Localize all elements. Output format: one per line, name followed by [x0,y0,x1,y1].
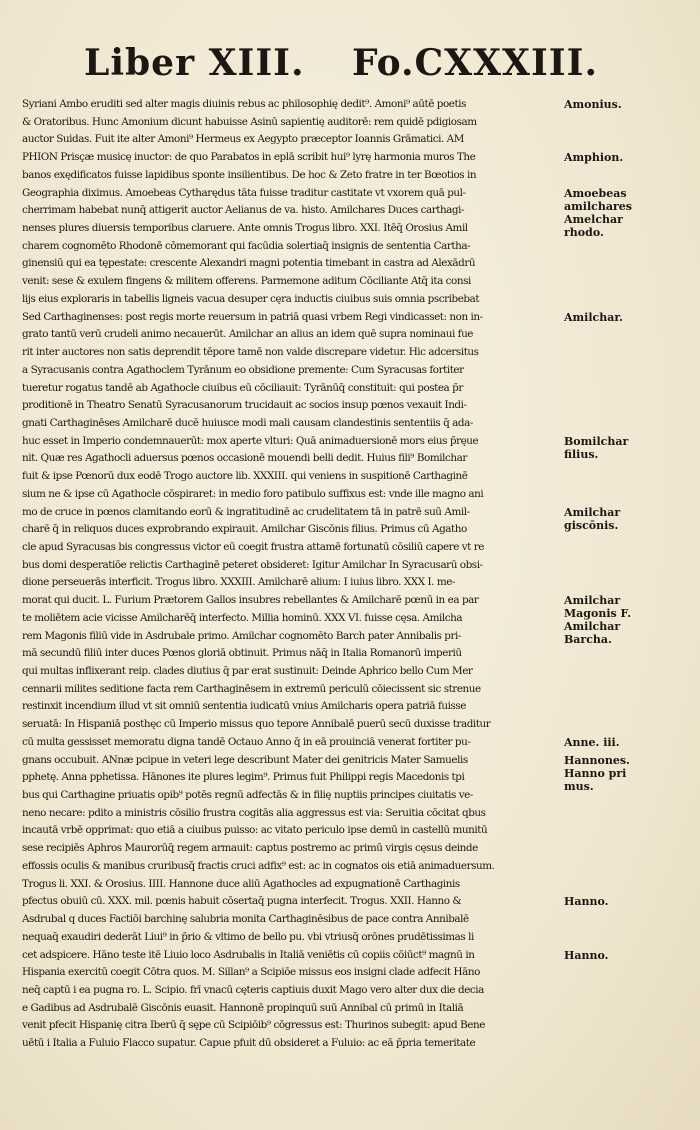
text-line: nit. Quæ res Agathocli aduersus pœnos occasionē mouendi belli dedit. Huius fili⁹ Bomilchar [22,452,467,465]
margin-note-line: Amonius. [564,98,622,111]
text-line: charē q̄ in reliquos duces exprobrando expirauit. Amilchar Giscōnis filius. Primus cū Agatho [22,523,467,536]
margin-note-line: Amoebeas [564,186,627,200]
margin-note [564,435,628,461]
text-line: Syriani Ambo eruditi sed alter magis diuinis rebus ac philosophię dedit⁹. Amoni⁹ aūtē poetis [22,98,466,110]
text-line: gnati Carthaginēses Amilcharē ducē huiusce modi mali causam clandestinis sententiis q̄ ada- [22,416,473,429]
margin-note-line: mus. [564,779,594,793]
margin-note-line: Amelchar [564,212,623,226]
text-line: neq̄ captū i ea pugna ro. L. Scipio. frī vnacū cęteris captiuis duxit Mago vero alter dux die decia [22,983,484,996]
margin-note [564,736,620,749]
margin-note-line: amilchares [564,199,632,213]
text-line: neno necare: pdito a ministris cōsilio frustra cogitās alia aggressus est via: Seruitia cōcitat qbus [22,806,486,819]
text-line: pfectus obuiū cū. XXX. mil. pœnis habuit cōsertaq̄ pugna interfecit. Trogus. XXII. Hanno & [22,895,462,908]
text-line: auctor Suidas. Fuit ite alter Amoni⁹ Hermeus ex Aegypto præceptor Ioannis Grāmatici. AM [22,133,464,146]
margin-note-line: filius. [564,447,599,461]
text-line: nenses plures diuersis temporibus claruere. Ante omnis Trogus libro. XXI. Itēq̄ Orosius Amil [22,222,468,235]
text-line: & Oratoribus. Hunc Amonium dicunt habuisse Asinū sapientię auditorē: rem quidē pdigiosam [22,115,477,128]
margin-note [564,895,609,908]
text-line: effossis oculis & manibus cruribusq̄ fractis cruci adfix⁹ est: ac in cognatos ois etiā animaduersum. [22,859,495,872]
text-line: dione perseuerās interficit. Trogus libro. XXXIII. Amilcharē alium: I iuius libro. XXX I. me- [22,576,456,589]
text-line: PHION Prisçæ musicę inuctor: de quo Parabatos in eplā scribit hui⁹ lyrę harmonia muros The [22,151,476,164]
margin-note [564,506,620,532]
margin-note [564,594,631,646]
text-line: lijs eius exploraris in tabellis ligneis vacua desuper cęra inductis ciuibus suis omnia pscribebat [22,292,480,305]
text-line: sium ne & ipse cū Agathocle cōspiraret: in medio foro patibulo suffixus est: vnde ille magno ani [22,487,484,500]
folio-number-heading: Fo.CXXXIII. [352,42,599,84]
margin-note [564,754,630,793]
text-line: morat qui ducit. L. Furium Prætorem Gallos insubres rebellantes & Amilcharē pœnū in ea par [22,594,479,607]
text-line: Hispania exercitū coegit Cōtra quos. M. Sillan⁹ a Scipiōe missus eos insigni clade adfecit Hāno [22,966,480,979]
text-line: ginensiū qui ea tępestate: crescente Alexandri magni potentia timebant in castra ad Alexādrū [22,257,476,270]
margin-note-line: Amphion. [564,151,624,165]
text-line: fuit & ipse Pœnorū dux eodē Trogo auctore lib. XXXIII. qui veniens in suspitionē Carthaginē [22,470,468,483]
margin-note-line: Hanno pri [564,766,627,780]
text-line: rit inter auctores non satis deprendit tēpore tamē non valde discrepare videtur. Hic adcersitus [22,346,479,359]
margin-note-line: Anne. iii. [564,735,620,749]
margin-note [564,949,609,962]
text-line: e Gadibus ad Asdrubalē Giscōnis euasit. Hannonē propinquū suū Annibal cū primū in Italiā [22,1001,464,1014]
margin-note-line: Magonis F. [564,607,632,621]
text-line: venit: sese & exulem fingens & militem offerens. Parmemone aditum Cōciliante Atq̄ ita consi [22,275,471,288]
margin-note [564,311,623,324]
text-line: qui multas inflixerant reip. clades diutius q̄ par erat sustinuit: Deinde Aphrico bello Cum Mer [22,665,473,677]
margin-note-line: Amilchar [564,594,621,608]
text-line: sese recipiēs Aphros Maurorūq̄ regem armauit: captus postremo ac primū virgis cęsus deinde [22,842,478,855]
text-line: mā secundū filiū inter duces Pœnos gloriā obtinuit. Primus nāq̄ in Italia Romanorū imperiū [22,647,462,660]
text-line: cū multa gessisset memoratu digna tandē Octauo Anno q̄ in eā prouinciā venerat fortiter pu- [22,735,471,748]
text-line: te moliētem acie vicisse Amilcharēq̄ interfecto. Millia hominū. XXX VI. fuisse cęsa. Amilcha [22,611,463,624]
text-line: bus qui Carthagine priuatis opib⁹ potēs regnū adfectās & in filię nuptiis principes ciuitatis ve- [22,789,473,802]
text-line: venit pfecit Hispanię citra Iberū q̄ sępe cū Scipiōib⁹ cōgressus est: Thurinos subegit: apud Bene [22,1019,485,1032]
text-line: Trogus li. XXI. & Orosius. IIII. Hannone duce aliū Agathocles ad expugnationē Carthaginis [22,877,460,890]
text-line: rem Magonis filiū vide in Asdrubale primo. Amilchar cognomēto Barch pater Annibalis pri- [22,629,461,642]
margin-note-line: Amilchar [564,620,621,634]
margin-note-line: Hannones. [564,753,630,767]
text-line: cle apud Syracusas bis congressus victor eū coegit frustra attamē fortunatū cōsiliū capere vt re [22,540,484,553]
text-line: restinxit incendium illud vt sit omniū sententia iudicatū vnius Amilcharis opera patriā fuisse [22,700,466,713]
margin-note [564,187,632,239]
margin-note-line: Bomilchar [564,434,629,448]
page-header [84,42,599,90]
text-line: pphetę. Anna pphetissa. Hānones ite plures legim⁹. Primus fuit Philippi regis Macedonis tpi [22,771,465,784]
text-line: grato tantū verū crudeli animo necauerūt. Amilchar an alius an idem quē supra nominaui fue [22,328,474,341]
margin-note-line: Hanno. [564,948,609,962]
text-line: gnans occubuit. ANnæ pcipue in veteri lege describunt Mater dei genitricis Mater Samuelis [22,753,468,766]
margin-note-line: Amilchar. [564,310,623,324]
text-line: huc esset in Imperio condemnauerūt: mox aperte vlturi: Quā animaduersionē mors eius p̄ręue [22,434,479,447]
text-line: banos exędificatos fuisse lapidibus sponte insilientibus. De hoc & Zeto fratre in ter Bœotios in [22,168,477,181]
text-line: tueretur rogatus tandē ab Agathocle ciuibus eū cōciliauit: Tyrānūq̄ constituit: qui postea p̄r [22,381,463,394]
margin-note-line: Hanno. [564,895,609,909]
text-line: cherrimam habebat nunq̄ attigerit auctor Aelianus de va. histo. Amilchares Duces carthagi- [22,204,465,217]
text-line: cennarii milites seditione facta rem Carthaginēsem in extremū periculū cōiecissent sic strenue [22,682,481,695]
text-line: proditionē in Theatro Senatū Syracusanorum trucidauit ac socios insup pœnos vexauit Indi- [22,399,467,412]
text-line: charem cognomēto Rhodonē cōmemorant qui facūdia solertiaq̄ insignis de sententia Cartha- [22,239,471,252]
text-line: cet adspicere. Hāno teste itē Liuio loco Asdrubalis in Italiā veniētis cū copiis cōiūct⁹ magnū in [22,948,475,961]
text-line: bus domi desperatiōe relictis Carthaginē peteret obsideret: Igitur Amilchar In Syracusarū obsi- [22,558,483,571]
text-line: seruatā: In Hispaniā posthęc cū Imperio missus quo tepore Annibalē puerū secū duxisse traditur [22,718,491,731]
margin-note-line: rhodo. [564,225,604,239]
margin-note-line: Barcha. [564,633,612,647]
text-line: Geographia diximus. Amoebeas Cytharędus tāta fuisse traditur castitate vt vxorem quā pul- [22,186,466,199]
text-line: a Syracusanis contra Agathoclem Tyrānum eo obsidione premente: Cum Syracusas fortiter [22,363,464,376]
margin-note [564,98,622,111]
margin-note [564,151,623,164]
book-number-heading: Liber XIII. [84,42,305,84]
text-line: Sed Carthaginenses: post regis morte reuersum in patriā quasi vrbem Regi vindicasset: non in- [22,310,483,323]
margin-note-line: giscōnis. [564,518,619,532]
main-text-column [22,96,557,1053]
text-line: uētū i Italia a Fuluio Flacco supatur. Capue pfuit dū obsideret a Fuluio: ac eā p̄pria temeritate [22,1037,476,1050]
margin-notes-column [560,96,695,1106]
text-line: incautā vrbē opprimat: quo etiā a ciuibus puisso: ac vitato periculo ipse demū in castellū munitū [22,824,488,837]
margin-note-line: Amilchar [564,505,621,519]
text-line: nequaq̄ exaudiri dederāt Liui⁹ in p̄rio & vltimo de bello pu. vbi vtriusq̄ orōnes prudētissimas li [22,930,474,943]
text-line: Asdrubal q duces Factiōi barchinę salubria monita Carthaginēsibus de pace contra Annibalē [22,913,469,926]
text-line: mo de cruce in pœnos clamitando eorū & ingratitudinē ac crudelitatem tā in patrē suū Amil- [22,505,470,518]
